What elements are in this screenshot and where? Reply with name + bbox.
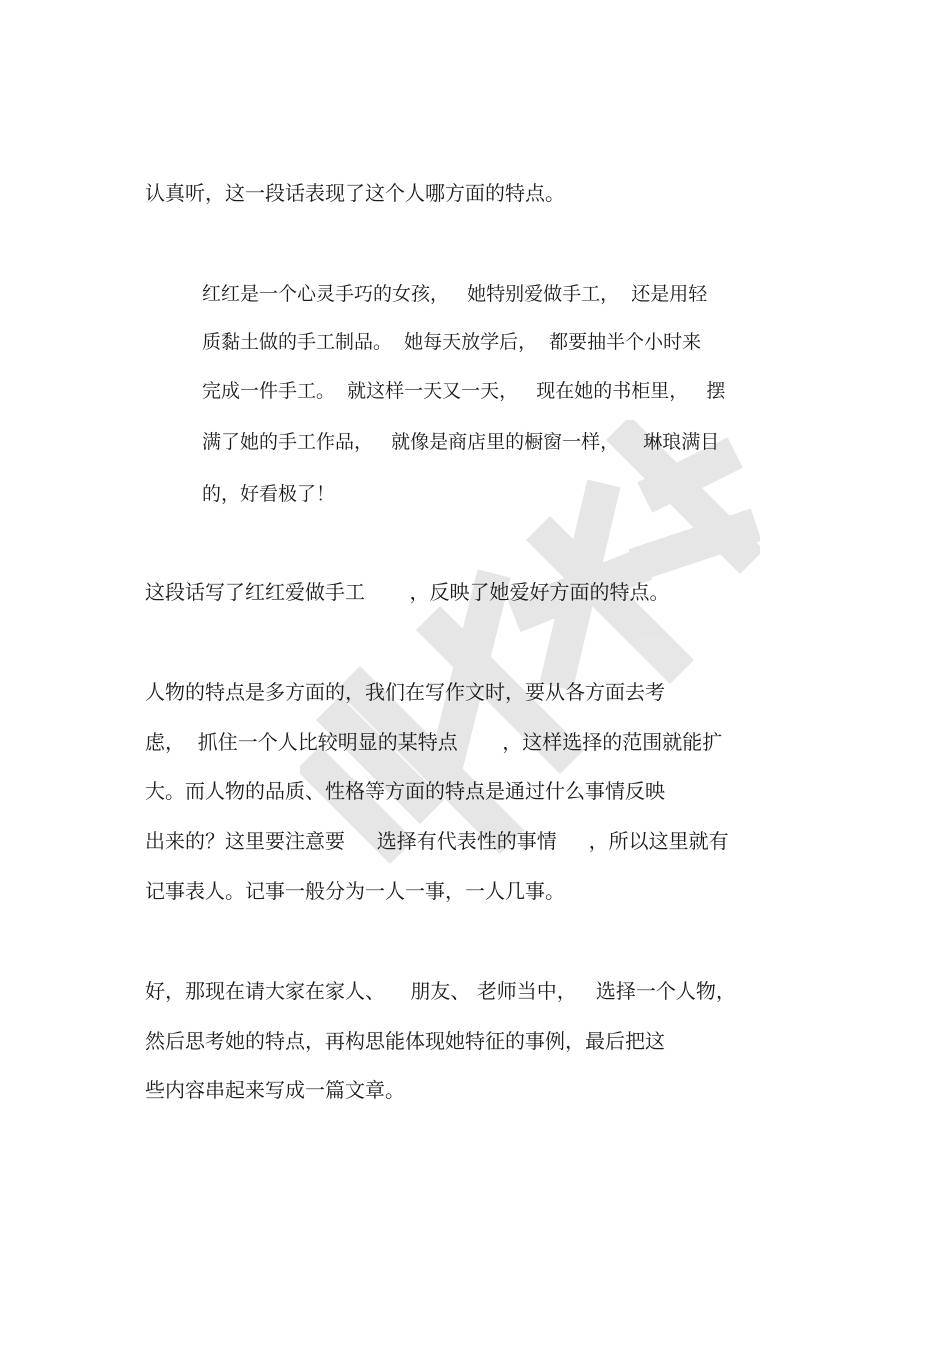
explanation-line-2: 虑， 抓住一个人比较明显的某特点 ，这样选择的范围就能扩	[145, 730, 723, 754]
intro-text: 认真听，这一段话表现了这个人哪方面的特点。	[145, 181, 565, 205]
explanation-line-3: 大。而人物的品质、性格等方面的特点是通过什么事情反映	[145, 779, 665, 803]
task-line-1: 好，那现在请大家在家人、 朋友、 老师当中， 选择一个人物，	[145, 979, 736, 1003]
passage-line-5: 的，好看极了！	[202, 483, 336, 505]
explanation-line-4: 出来的？这里要注意要 选择有代表性的事情 ，所以这里就有	[145, 829, 729, 853]
task-line-2: 然后思考她的特点，再构思能体现她特征的事例，最后把这	[145, 1029, 665, 1053]
watermark-logo	[300, 420, 760, 880]
passage-line-4: 满了她的手工作品， 就像是商店里的橱窗一样， 琳琅满目	[202, 431, 720, 453]
explanation-line-5: 记事表人。记事一般分为一人一事，一人几事。	[145, 879, 565, 903]
passage-line-3: 完成一件手工。 就这样一天又一天， 现在她的书柜里， 摆	[202, 380, 726, 402]
passage-line-2: 质黏土做的手工制品。 她每天放学后， 都要抽半个小时来	[202, 331, 702, 353]
summary-text: 这段话写了红红爱做手工 ，反映了她爱好方面的特点。	[145, 580, 670, 604]
task-line-3: 些内容串起来写成一篇文章。	[145, 1078, 405, 1102]
passage-line-1: 红红是一个心灵手巧的女孩， 她特别爱做手工， 还是用轻	[202, 283, 708, 305]
explanation-line-1: 人物的特点是多方面的，我们在写作文时，要从各方面去考	[145, 680, 665, 704]
